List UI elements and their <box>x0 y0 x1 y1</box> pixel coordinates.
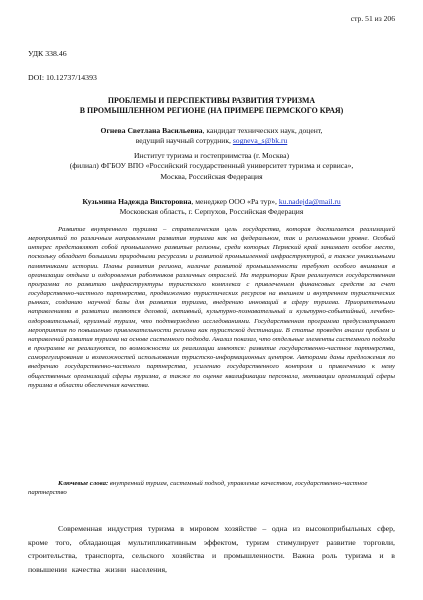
author-2-email-link[interactable]: ku.nadejda@mail.ru <box>278 197 341 206</box>
doi: DOI: 10.12737/14393 <box>28 73 97 82</box>
paper-title <box>28 96 395 117</box>
title-line-2: В ПРОМЫШЛЕННОМ РЕГИОНЕ (НА ПРИМЕРЕ ПЕРМСКОГО КРАЯ) <box>79 106 344 116</box>
keywords-label: Ключевые слова: <box>58 480 109 487</box>
abstract: Развитие внутреннего туризма – стратегическая цель государства, которая достигается реализацией мероприятий по различным направлениям развития туризма как на федеральном, так и региональном уровне. Особый интерес представляют собой промышленно развитые регионы, среди которых Пермский край занимает особое место, поскольку обладает большими природными ресурсами и развитой промышленной инфраструктурой, а также уникальными памятниками истории. Планы развития региона, наличие развитой промышленности требуют особого внимания в организации отдыха и оздоровления работников различных отраслей. На территории Края реализуется государственная программа по развитию инфраструктуры туристского комплекса с привлечением финансовых средств за счет государственно-частного партнерства, продвижению туристических ресурсов на внешнем и внутреннем туристических рынках, созданию научной базы для развития туризма, внедрению инноваций в сферу туризма. Приоритетными направлениями в развитии являются деловой, активный, культурно-познавательный и культурно-событийный, лечебно-оздоровительный, круизный туризм, что подтверждено исследованиями. Государственная программа предусматривает мероприятия по повышению привлекательности региона как туристской дестинации. В статье проведен анализ проблем и направлений развития туризма на основе системного подхода. Анализ показал, что отдельные элементы системного подхода в программе не реализуются, по возможности их реализации имеются: развитие государственно-частное партнерства, саморегулирования и возможностей использования туристско-информационных центров. Авторами даны предложения по внедрению государственно-частного партнерства, усилению государственного контроля и привлечению к нему общественных организаций сферы туризма, а также по оценке квалификации персонала, мотивации организаций сферы туризма в области обеспечения качества. <box>28 226 395 389</box>
institution-line-3: Москва, Российская Федерация <box>160 171 263 181</box>
author-1-block <box>28 126 395 147</box>
keywords <box>28 479 395 497</box>
page-number: стр. 51 из 206 <box>350 14 395 23</box>
institution-block <box>28 151 395 182</box>
author-2-role: , менеджер ООО «Ра тур», <box>191 197 279 206</box>
udk-code: УДК 338.46 <box>28 49 67 58</box>
institution-line-1: Институт туризма и гостеприимства (г. Москва) <box>133 151 290 160</box>
keywords-text: внутренний туризм, системный подход, управление качеством, государственно-частное партнерство <box>28 480 368 497</box>
author-1-name: Огнева Светлана Васильевна <box>100 126 203 135</box>
title-line-1: ПРОБЛЕМЫ И ПЕРСПЕКТИВЫ РАЗВИТИЯ ТУРИЗМА <box>107 96 316 105</box>
author-2-block <box>28 197 395 218</box>
author-1-email-link[interactable]: sogneva_s@bk.ru <box>232 136 288 146</box>
author-1-position: ведущий научный сотрудник, <box>135 136 233 146</box>
body-paragraph: Современная индустрия туризма в мировом хозяйстве – одна из высокоприбыльных сфер, кроме того, обладающая мультипликативным эффектом, туризм стимулирует развитие торговли, строительства, транспорта, сельского хозяйства и промышленности. Важна роль туризма и в повышении качества жизни населения, <box>28 524 395 574</box>
author-2-name: Кузьмина Надежда Викторовна <box>82 197 192 206</box>
institution-line-2: (филиал) ФГБОУ ВПО «Российский государственный университет туризма и сервиса», <box>69 161 354 171</box>
author-1-role: , кандидат технических наук, доцент, <box>202 126 323 135</box>
author-2-location: Московская область, г. Серпухов, Российская Федерация <box>119 207 304 217</box>
